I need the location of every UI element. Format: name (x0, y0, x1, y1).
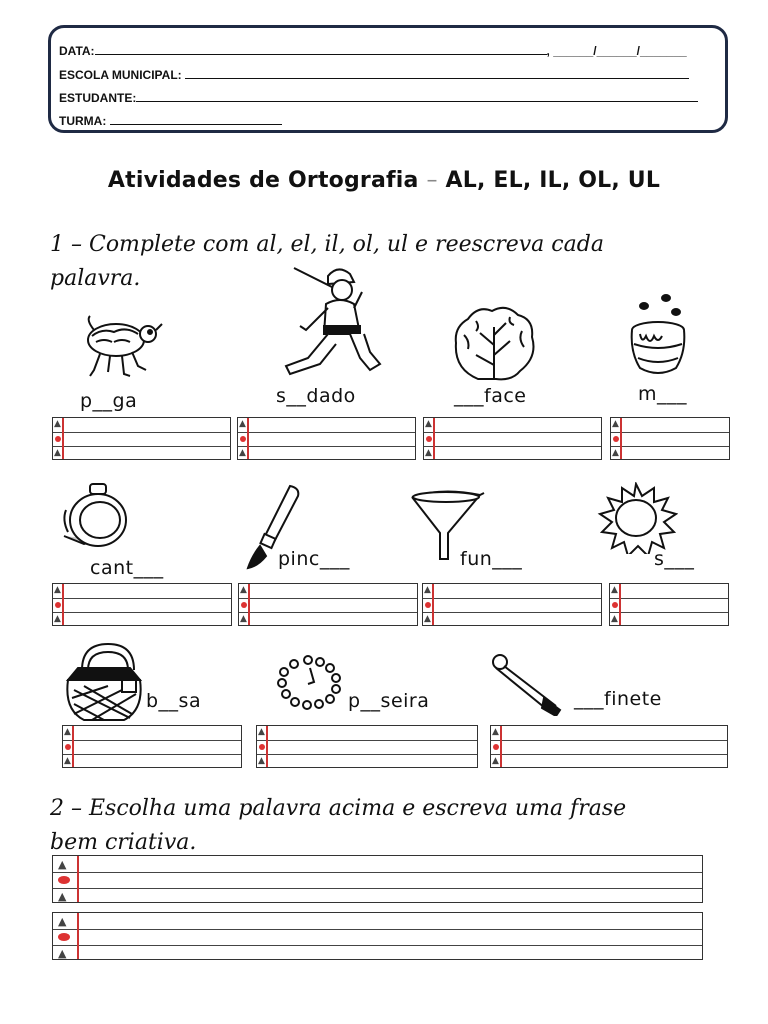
class-line (59, 114, 282, 128)
answer-lines-cantil[interactable]: ▲ ▲ (52, 583, 232, 626)
sun-icon (594, 482, 678, 554)
word-funil: fun___ (460, 548, 523, 570)
student-label: ESTUDANTE: (59, 91, 137, 105)
flea-icon (74, 312, 164, 384)
answer-lines-pulga[interactable]: ▲ ▲ (52, 417, 231, 460)
answer-lines-funil[interactable]: ▲ ▲ (422, 583, 602, 626)
word-cantil: cant___ (90, 557, 164, 579)
student-info-box (48, 25, 728, 133)
date-line (59, 44, 687, 58)
class-label: TURMA: (59, 114, 107, 128)
word-alface: ___face (454, 385, 527, 407)
answer-lines-bolsa[interactable]: ▲ ▲ (62, 725, 242, 768)
school-label: ESCOLA MUNICIPAL: (59, 68, 182, 82)
answer-lines-mel[interactable]: ▲ ▲ (610, 417, 730, 460)
date-label: DATA: (59, 44, 95, 58)
sentence-lines-2[interactable]: ▲ ▲ (52, 912, 703, 960)
word-pincel: pinc___ (278, 548, 350, 570)
lettuce-icon (448, 305, 540, 385)
answer-lines-alface[interactable]: ▲ ▲ (423, 417, 602, 460)
answer-lines-pincel[interactable]: ▲ ▲ (238, 583, 418, 626)
answer-lines-pulseira[interactable]: ▲ ▲ (256, 725, 478, 768)
date-slashes: , ______/______/_______ (546, 44, 687, 58)
answer-lines-sol[interactable]: ▲ ▲ (609, 583, 729, 626)
word-alfinete: ___finete (574, 688, 662, 710)
word-sol: s___ (654, 548, 695, 570)
student-blank[interactable] (136, 91, 698, 102)
safety-pin-icon (490, 652, 568, 716)
school-blank[interactable] (185, 68, 689, 79)
bracelet-icon (276, 654, 342, 710)
honey-pot-icon (624, 290, 690, 382)
question-1-line1: 1 – Complete com al, el, il, ol, ul e reescreva cada (50, 232, 604, 257)
school-line (59, 68, 689, 82)
question-1-line2: palavra. (50, 266, 141, 291)
title-suffix: AL, EL, IL, OL, UL (445, 168, 661, 193)
canteen-icon (60, 480, 130, 560)
question-2 (50, 792, 626, 860)
class-blank[interactable] (110, 114, 282, 125)
sentence-lines-1[interactable]: ▲ ▲ (52, 855, 703, 903)
word-pulga: p__ga (80, 390, 138, 412)
word-pulseira: p__seira (348, 690, 430, 712)
title-main: Atividades de Ortografia (107, 168, 419, 193)
question-2-line2: bem criativa. (50, 830, 197, 855)
answer-lines-alfinete[interactable]: ▲ ▲ (490, 725, 728, 768)
title-dash: – (426, 168, 438, 193)
student-line (59, 91, 698, 105)
question-2-line1: 2 – Escolha uma palavra acima e escreva uma frase (50, 796, 627, 821)
word-soldado: s__dado (276, 385, 356, 407)
date-blank[interactable] (95, 44, 547, 55)
soldier-icon (278, 262, 384, 384)
word-mel: m___ (638, 383, 688, 405)
word-bolsa: b__sa (146, 690, 202, 712)
answer-lines-soldado[interactable]: ▲ ▲ (237, 417, 416, 460)
handbag-icon (62, 640, 144, 724)
page-title (0, 168, 768, 193)
